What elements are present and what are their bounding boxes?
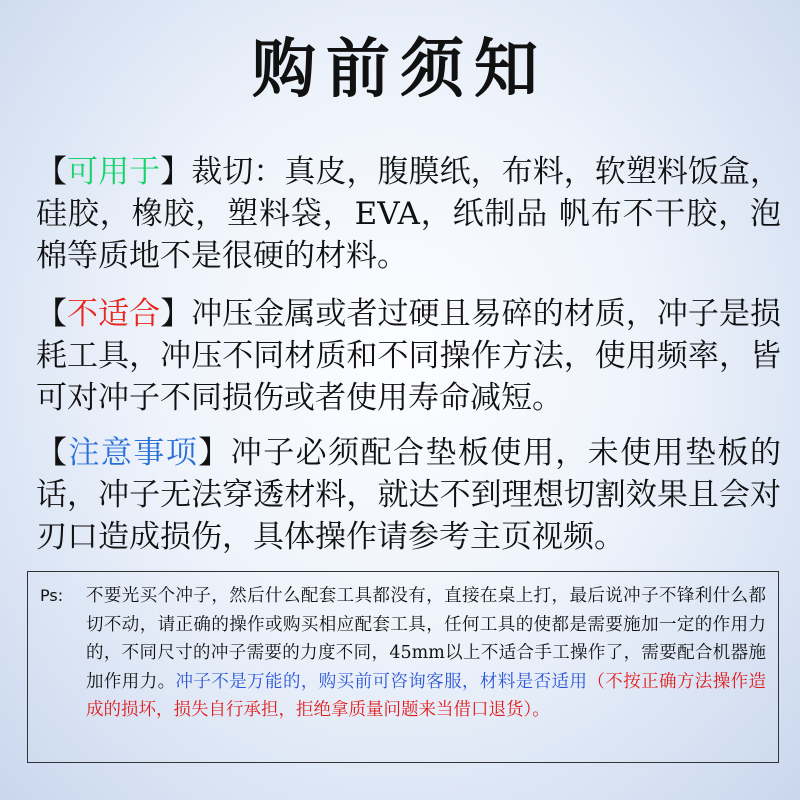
tag-usable-for: 可用于 bbox=[67, 154, 161, 190]
ps-text-black: 不要光买个冲子，然后什么配套工具都没有，直接在桌上打，最后说冲子不锋利什么都切不动，请正确的操作或购买相应配套工具，任何工具的使都是需要施加一定的作用力的，不同尺寸的冲子需要的力度不同，45mm以上不适合手工操作了，需要配合机器施加作用力。 bbox=[86, 586, 766, 692]
section-body: 冲子必须配合垫板使用，未使用垫板的话，冲子无法穿透材料，就达不到理想切割效果且会对刃口造成损伤，具体操作请参考主页视频。 bbox=[36, 435, 782, 555]
ps-text bbox=[86, 582, 766, 725]
section-body: 冲压金属或者过硬且易碎的材质，冲子是损耗工具，冲压不同材质和不同操作方法，使用频率，皆可对冲子不同损伤或者使用寿命减短。 bbox=[36, 296, 782, 416]
ps-notice-box bbox=[27, 571, 779, 763]
bracket-open: 【 bbox=[36, 296, 68, 332]
bracket-close: 】 bbox=[160, 296, 192, 332]
tag-not-suitable: 不适合 bbox=[67, 296, 161, 332]
ps-label: Ps: bbox=[40, 586, 64, 605]
section-not-suitable bbox=[36, 293, 781, 419]
section-body: 裁切：真皮，腹膜纸，布料，软塑料饭盒，硅胶，橡胶，塑料袋，EVA，纸制品 帆布不干胶，泡棉等质地不是很硬的材料。 bbox=[36, 154, 782, 274]
bracket-close: 】 bbox=[198, 435, 231, 471]
bracket-open: 【 bbox=[36, 435, 69, 471]
page-title: 购前须知 bbox=[252, 33, 548, 107]
ps-text-blue: 冲子不是万能的，购买前可咨询客服，材料是否适用 bbox=[175, 671, 588, 692]
bracket-open: 【 bbox=[36, 154, 68, 190]
tag-notes: 注意事项 bbox=[68, 435, 199, 471]
bracket-close: 】 bbox=[160, 154, 192, 190]
section-notes bbox=[36, 432, 781, 558]
section-usable-for bbox=[36, 151, 781, 277]
ps-text-red: （不按正确方法操作造成的损坏，损失自行承担，拒绝拿质量问题来当借口退货）。 bbox=[86, 671, 767, 720]
